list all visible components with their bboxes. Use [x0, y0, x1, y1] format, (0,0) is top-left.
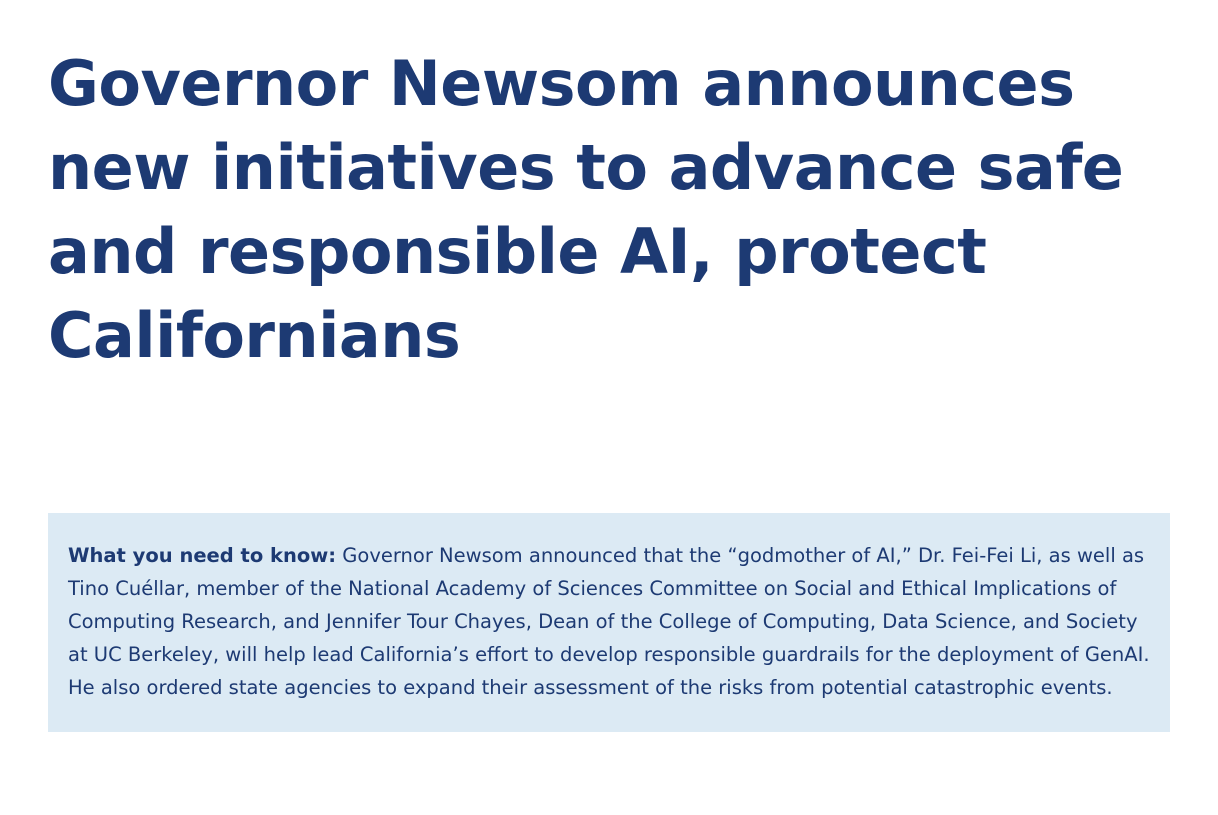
- what-you-need-to-know-callout: [48, 513, 1170, 732]
- page-title: Governor Newsom announces new initiatives to advance safe and responsible AI, protect Californians: [48, 47, 1124, 372]
- callout-lead-label: What you need to know:: [68, 544, 337, 567]
- callout-paragraph: [68, 539, 1150, 704]
- callout-body-text: Governor Newsom announced that the “godmother of AI,” Dr. Fei-Fei Li, as well as Tino Cuéllar, member of the National Academy of Sciences Committee on Social and Ethical Implications of Computing Research, and Jennifer Tour Chayes, Dean of the College of Computing, Data Science, and Society at UC Berkeley, will help lead California’s effort to develop responsible guardrails for the deployment of GenAI. He also ordered state agencies to expand their assessment of the risks from potential catastrophic events.: [68, 544, 1150, 699]
